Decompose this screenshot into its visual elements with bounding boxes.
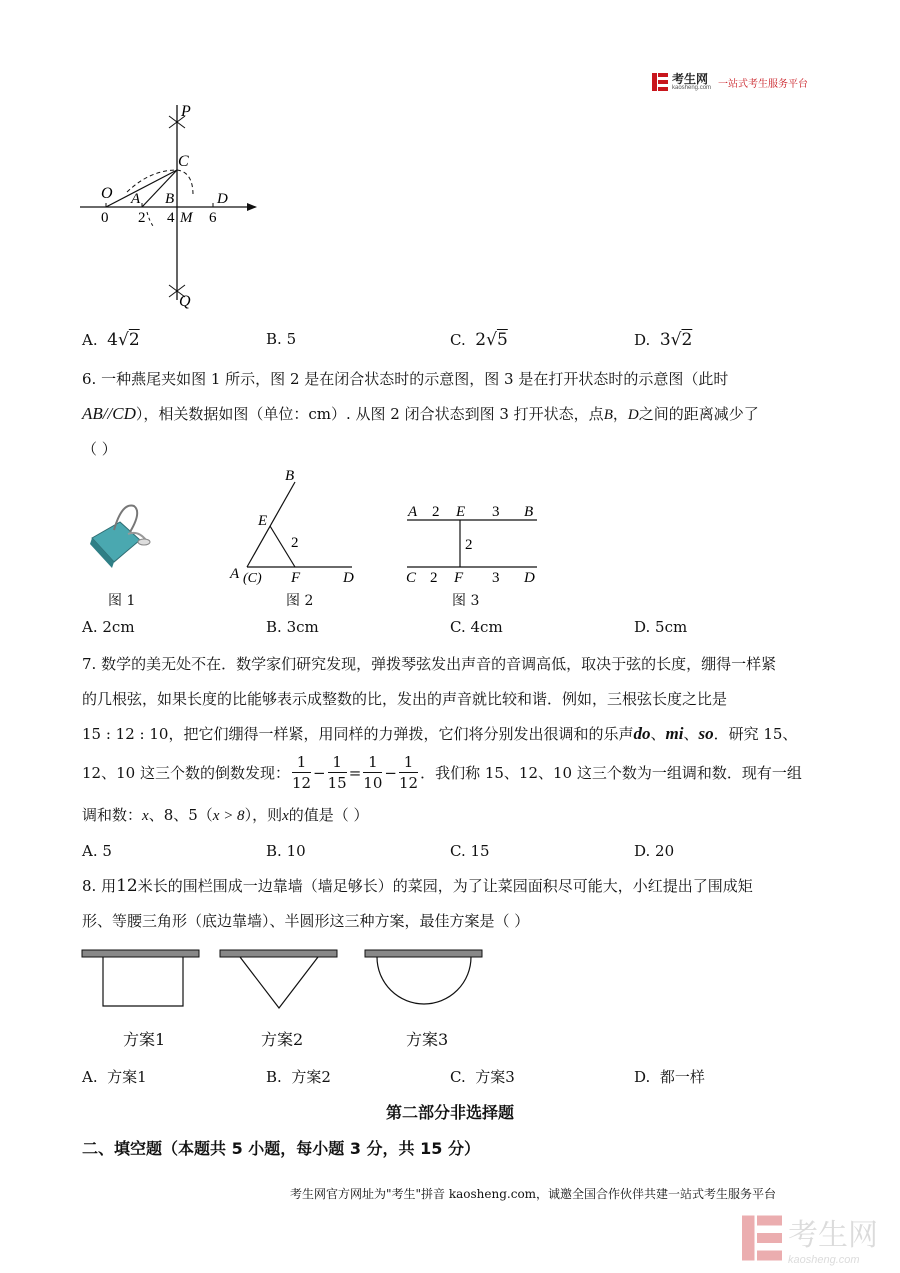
q6-fig3-caption: 图 3 bbox=[452, 593, 480, 609]
q7-option-c[interactable]: C. 15 bbox=[450, 842, 490, 860]
q8-line2: 形、等腰三角形（底边靠墙）、半圆形这三种方案，最佳方案是（ ） bbox=[82, 912, 530, 930]
q7-frac-1-12: $\frac{1}{12}$ bbox=[291, 753, 312, 792]
q5-label-C: C bbox=[178, 153, 189, 170]
q5-label-O: O bbox=[101, 185, 113, 202]
q6-fig2 bbox=[225, 462, 375, 587]
q7-option-a[interactable]: A. 5 bbox=[82, 842, 112, 860]
svg-text:B: B bbox=[524, 504, 534, 520]
q5-tick-0: 0 bbox=[101, 210, 109, 226]
q8-line1: 8. 用12米长的围栏围成一边靠墙（墙足够长）的菜园，为了让菜园面积尽可能大，小红提出了围成矩 bbox=[82, 876, 753, 896]
q5-label-A: A bbox=[131, 191, 141, 207]
q8-option-b[interactable]: B. 方案2 bbox=[266, 1068, 331, 1086]
q8-option-a[interactable]: A. 方案1 bbox=[82, 1068, 147, 1086]
q6-fig2-caption: 图 2 bbox=[286, 593, 314, 609]
q8-plan2-label: 方案2 bbox=[261, 1030, 304, 1049]
q6-fig3 bbox=[402, 498, 547, 590]
q5-figure bbox=[75, 100, 275, 315]
q5-tick-2: 2 bbox=[138, 210, 146, 226]
q7-frac-1-12b: $\frac{1}{12}$ bbox=[398, 753, 419, 792]
q6-option-b[interactable]: B. 3cm bbox=[266, 618, 319, 636]
q5-label-Q: Q bbox=[179, 293, 191, 310]
logo-domain: kaosheng.com bbox=[672, 85, 712, 91]
q6-option-a[interactable]: A. 2cm bbox=[82, 618, 135, 636]
svg-text:C: C bbox=[406, 570, 417, 586]
svg-text:D: D bbox=[524, 570, 535, 586]
svg-text:2: 2 bbox=[432, 504, 440, 520]
q8-plan1-label: 方案1 bbox=[123, 1030, 166, 1049]
q8-plan3-label: 方案3 bbox=[406, 1030, 449, 1049]
q6-answer-paren: （ ） bbox=[82, 440, 117, 458]
q7-option-b[interactable]: B. 10 bbox=[266, 842, 306, 860]
q8-option-c[interactable]: C. 方案3 bbox=[450, 1068, 515, 1086]
svg-text:F: F bbox=[291, 570, 301, 586]
footer-text: 考生网官方网址为"考生"拼音 kaosheng.com，诚邀全国合作伙伴共建一站式考生服务平台 bbox=[290, 1187, 777, 1201]
svg-text:2: 2 bbox=[430, 570, 438, 586]
q7-frac-1-10: $\frac{1}{10}$ bbox=[363, 753, 383, 792]
svg-text:E: E bbox=[258, 513, 268, 529]
q5-option-a[interactable]: A. 4√2 bbox=[82, 330, 140, 350]
section2-title: 二、填空题（本题共 5 小题，每小题 3 分，共 15 分） bbox=[82, 1139, 480, 1158]
part2-title: 第二部分非选择题 bbox=[385, 1103, 514, 1122]
svg-text:2: 2 bbox=[465, 537, 473, 553]
q6-line1: 6. 一种燕尾夹如图 1 所示，图 2 是在闭合状态时的示意图，图 3 是在打开状态时的示意图（此时 bbox=[82, 370, 729, 388]
q8-plans-figure bbox=[80, 948, 500, 1013]
logo-icon bbox=[652, 73, 668, 91]
svg-text:E: E bbox=[456, 504, 466, 520]
q6-fig1-caption: 图 1 bbox=[108, 593, 136, 609]
q7-frac-1-15: $\frac{1}{15}$ bbox=[327, 753, 347, 792]
q5-label-B: B bbox=[165, 191, 175, 207]
q5-label-M: M bbox=[180, 210, 193, 226]
q5-option-b[interactable]: B. 5 bbox=[266, 330, 297, 348]
q6-option-d[interactable]: D. 5cm bbox=[634, 618, 688, 636]
q5-tick-4: 4 bbox=[167, 210, 175, 226]
watermark: 考生网 kaosheng.com bbox=[742, 1210, 878, 1266]
svg-text:3: 3 bbox=[492, 504, 500, 520]
svg-text:(C): (C) bbox=[243, 571, 262, 586]
logo-name: 考生网 bbox=[672, 72, 709, 86]
header-slogan: 一站式考生服务平台 bbox=[718, 78, 809, 90]
watermark-logo-icon bbox=[742, 1215, 782, 1261]
q5-option-c[interactable]: C. 2√5 bbox=[450, 330, 508, 350]
q5-label-D: D bbox=[217, 191, 228, 207]
q5-tick-6: 6 bbox=[209, 210, 217, 226]
q7-line4: 12、10 这三个数的倒数发现： $\frac{1}{12}$ − $\frac{1}{15}$ = $\frac{1}{10}$ − $\frac{1}{12}$ ．我们称 15、12、10 这三个数为一组调和数．现有一组 bbox=[82, 753, 802, 792]
q6-fig1-binder-clip bbox=[84, 500, 156, 572]
q7-line2: 的几根弦，如果长度的比能够表示成整数的比，发出的声音就比较和谐．例如，三根弦长度之比是 bbox=[82, 690, 728, 708]
q6-line2: AB//CD），相关数据如图（单位：cm）. 从图 2 闭合状态到图 3 打开状态，点B，D之间的距离减少了 bbox=[82, 404, 759, 423]
svg-text:A: A bbox=[230, 566, 240, 582]
svg-text:F: F bbox=[454, 570, 464, 586]
header-logo bbox=[652, 73, 808, 91]
q7-line3: 15 : 12 : 10，把它们绷得一样紧，用同样的力弹拨，它们将分别发出很调和的乐声do、mi、so．研究 15、 bbox=[82, 724, 798, 743]
q7-line1: 7. 数学的美无处不在．数学家们研究发现，弹拨琴弦发出声音的音调高低，取决于弦的长度，绷得一样紧 bbox=[82, 655, 777, 673]
q8-option-d[interactable]: D. 都一样 bbox=[634, 1068, 705, 1086]
svg-text:B: B bbox=[285, 468, 295, 484]
svg-text:D: D bbox=[343, 570, 354, 586]
svg-text:3: 3 bbox=[492, 570, 500, 586]
q7-option-d[interactable]: D. 20 bbox=[634, 842, 675, 860]
q7-line5: 调和数：x、8、5（x > 8），则x的值是（ ） bbox=[82, 806, 369, 824]
q5-label-P: P bbox=[181, 103, 191, 120]
svg-text:A: A bbox=[408, 504, 418, 520]
svg-text:2: 2 bbox=[291, 535, 299, 551]
q6-option-c[interactable]: C. 4cm bbox=[450, 618, 503, 636]
q5-option-d[interactable]: D. 3√2 bbox=[634, 330, 693, 350]
